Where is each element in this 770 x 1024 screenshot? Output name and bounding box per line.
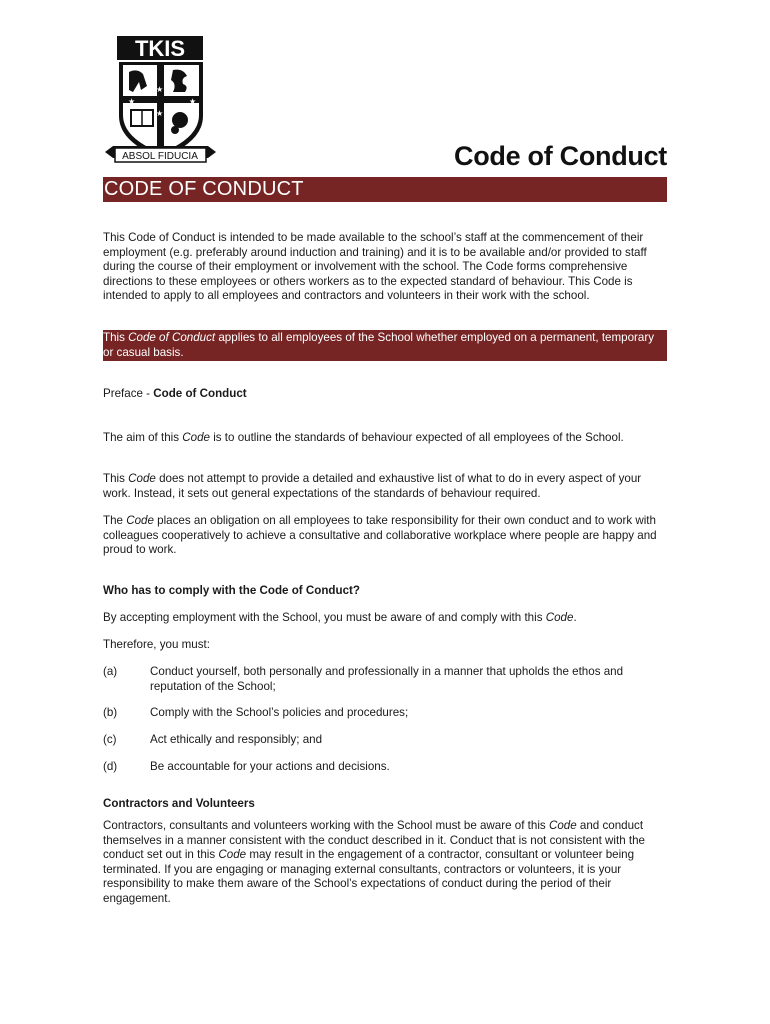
list-marker: (c) xyxy=(103,733,117,746)
school-crest-icon xyxy=(103,34,218,168)
logo-motto: ABSOL FIDUCIA xyxy=(122,151,198,162)
svg-text:★: ★ xyxy=(156,85,164,94)
preface-heading: Preface - Code of Conduct xyxy=(103,387,247,400)
svg-text:★: ★ xyxy=(156,109,164,118)
preface-paragraph-1: The aim of this Code is to outline the standards of behaviour expected of all employees of the School. xyxy=(103,431,624,444)
intro-paragraph: This Code of Conduct is intended to be made available to the school’s staff at the commencement of their employment (e.g. preferably around induction and training) and it is to be available and/or provided to staff during the course of their employment or involvement with the school. The Code forms comprehensive directions to these employees or others workers as to the expected standard of behaviour. This Code is intended to apply to all employees and contractors and volunteers in their work with the school. xyxy=(103,231,647,303)
svg-text:★: ★ xyxy=(128,97,136,106)
contractors-heading: Contractors and Volunteers xyxy=(103,797,255,810)
highlight-statement: This Code of Conduct applies to all employees of the School whether employed on a permanent, temporary or casual basis. xyxy=(103,331,655,359)
list-marker: (a) xyxy=(103,665,118,678)
document-title: Code of Conduct xyxy=(454,141,667,171)
comply-paragraph-2: Therefore, you must: xyxy=(103,638,210,651)
list-marker: (d) xyxy=(103,760,118,773)
comply-paragraph-1: By accepting employment with the School, you must be aware of and comply with this Code. xyxy=(103,611,577,624)
section-banner xyxy=(103,177,667,202)
preface-paragraph-2: This Code does not attempt to provide a detailed and exhaustive list of what to do in every aspect of your work. Instead, it sets out general expectations of the standards of behaviour required. xyxy=(103,472,642,500)
list-text: Act ethically and responsibly; and xyxy=(150,733,323,746)
comply-heading: Who has to comply with the Code of Conduct? xyxy=(103,584,360,597)
svg-text:★: ★ xyxy=(189,97,197,106)
logo-top-text: TKIS xyxy=(134,36,186,61)
preface-paragraph-3: The Code places an obligation on all employees to take responsibility for their own conduct and to work with colleagues cooperatively to achieve a consultative and collaborative workplace where people are happy and proud to work. xyxy=(103,514,657,557)
banner-title: CODE OF CONDUCT xyxy=(104,178,304,200)
list-text: Be accountable for your actions and decisions. xyxy=(150,760,390,773)
list-text: Comply with the School’s policies and procedures; xyxy=(150,706,409,719)
list-text: Conduct yourself, both personally and professionally in a manner that upholds the ethos and reputation of the School; xyxy=(150,665,624,693)
contractors-paragraph: Contractors, consultants and volunteers working with the School must be aware of this Code and conduct themselves in a manner consistent with the conduct described in it. Conduct that is not consistent with the conduct set out in this Code may result in the engagement of a contractor, consultant or volunteer being terminated. If you are engaging or managing external consultants, contractors or volunteers, it is your responsibility to make them aware of the School’s expectations of conduct during the period of their engagement. xyxy=(103,819,645,905)
list-marker: (b) xyxy=(103,706,118,719)
